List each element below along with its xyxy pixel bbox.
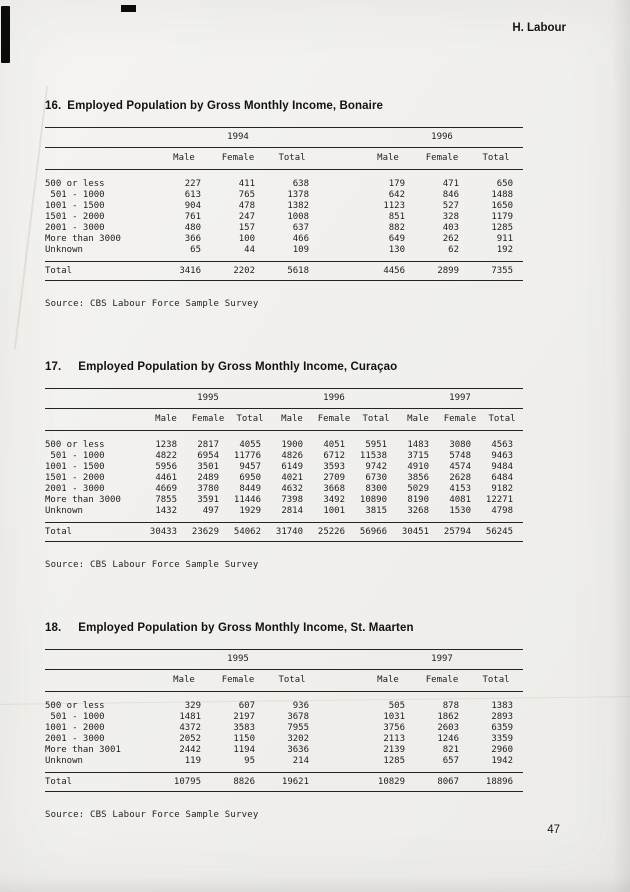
data-row	[45, 234, 523, 245]
data-row	[45, 190, 523, 201]
column-header: Total	[278, 153, 306, 163]
column-gap	[319, 223, 361, 234]
income-table	[45, 649, 523, 792]
value-cell: 4798	[491, 506, 513, 516]
value-cell: 6149	[281, 462, 303, 472]
income-table	[45, 127, 523, 281]
years-row	[45, 389, 523, 409]
value-cell: 3678	[287, 712, 309, 722]
column-header: Male	[377, 675, 399, 685]
column-header: Female	[221, 675, 255, 685]
value-cell: 1929	[239, 506, 261, 516]
value-cell: 31740	[275, 527, 303, 537]
row-label-header	[45, 389, 145, 409]
value-cell: 12271	[485, 495, 513, 505]
column-headers-row	[45, 148, 523, 170]
value-cell: 1031	[383, 712, 405, 722]
scan-edge-shadow-right	[612, 0, 630, 892]
value-cell: 882	[388, 223, 405, 233]
value-cell: 25226	[317, 527, 345, 537]
value-cell: 3416	[179, 266, 201, 276]
value-cell: 1238	[155, 440, 177, 450]
value-cell: 4153	[449, 484, 471, 494]
column-header: Male	[173, 153, 195, 163]
value-cell: 10829	[377, 777, 405, 787]
row-label: 1001 - 1500	[45, 201, 105, 211]
column-gap	[319, 756, 361, 773]
data-row	[45, 451, 523, 462]
column-header: Total	[362, 414, 390, 424]
value-cell: 4456	[383, 266, 405, 276]
income-table-section	[45, 622, 535, 820]
value-cell: 480	[184, 223, 201, 233]
row-label: Total	[45, 527, 73, 537]
value-cell: 10795	[173, 777, 201, 787]
table-title-text: Employed Population by Gross Monthly Income, Bonaire	[67, 100, 384, 112]
chapter-header: H. Labour	[512, 22, 566, 34]
value-cell: 7855	[155, 495, 177, 505]
value-cell: 2960	[491, 745, 513, 755]
value-cell: 3583	[233, 723, 255, 733]
value-cell: 9457	[239, 462, 261, 472]
row-label: 500 or less	[45, 440, 105, 450]
value-cell: 8067	[437, 777, 459, 787]
value-cell: 6712	[323, 451, 345, 461]
value-cell: 761	[184, 212, 201, 222]
value-cell: 7398	[281, 495, 303, 505]
value-cell: 5956	[155, 462, 177, 472]
value-cell: 613	[184, 190, 201, 200]
row-label: More than 3001	[45, 745, 121, 755]
row-label: Unknown	[45, 756, 83, 766]
value-cell: 30433	[149, 527, 177, 537]
value-cell: 8190	[407, 495, 429, 505]
value-cell: 4574	[449, 462, 471, 472]
table-number: 16.	[45, 100, 62, 112]
column-gap	[319, 128, 361, 148]
column-header: Total	[488, 414, 516, 424]
column-header: Female	[221, 153, 255, 163]
value-cell: 607	[238, 701, 255, 711]
value-cell: 765	[238, 190, 255, 200]
column-headers-row	[45, 409, 523, 431]
row-label: More than 3000	[45, 234, 121, 244]
data-row	[45, 484, 523, 495]
value-cell: 8300	[365, 484, 387, 494]
column-header: Total	[482, 675, 510, 685]
value-cell: 1150	[233, 734, 255, 744]
value-cell: 4563	[491, 440, 513, 450]
value-cell: 1378	[287, 190, 309, 200]
value-cell: 130	[388, 245, 405, 255]
value-cell: 56245	[485, 527, 513, 537]
column-header: Total	[278, 675, 306, 685]
row-label-header	[45, 409, 145, 431]
row-label: 1001 - 2000	[45, 723, 105, 733]
row-label: Total	[45, 777, 73, 787]
column-headers-row	[45, 670, 523, 692]
value-cell: 4822	[155, 451, 177, 461]
value-cell: 911	[496, 234, 513, 244]
row-label: 500 or less	[45, 179, 105, 189]
value-cell: 5029	[407, 484, 429, 494]
total-row	[45, 262, 523, 281]
value-cell: 2442	[179, 745, 201, 755]
value-cell: 7355	[491, 266, 513, 276]
table-source: Source: CBS Labour Force Sample Survey	[45, 299, 259, 309]
column-gap	[319, 650, 361, 670]
value-cell: 3815	[365, 506, 387, 516]
column-header: Female	[317, 414, 351, 424]
data-row	[45, 170, 523, 190]
column-gap	[319, 745, 361, 756]
row-label: Total	[45, 266, 73, 276]
year-header: 1997	[449, 393, 471, 403]
paper-crease-artifact	[14, 86, 48, 349]
value-cell: 2899	[437, 266, 459, 276]
value-cell: 1942	[491, 756, 513, 766]
value-cell: 2817	[197, 440, 219, 450]
value-cell: 846	[442, 190, 459, 200]
value-cell: 2052	[179, 734, 201, 744]
value-cell: 2814	[281, 506, 303, 516]
scan-artifact-top-mark	[121, 5, 136, 12]
value-cell: 936	[292, 701, 309, 711]
value-cell: 1530	[449, 506, 471, 516]
value-cell: 3492	[323, 495, 345, 505]
column-header: Male	[173, 675, 195, 685]
value-cell: 403	[442, 223, 459, 233]
value-cell: 9182	[491, 484, 513, 494]
value-cell: 4055	[239, 440, 261, 450]
column-header: Female	[425, 675, 459, 685]
column-gap	[319, 262, 361, 281]
value-cell: 4461	[155, 473, 177, 483]
column-gap	[319, 670, 361, 692]
value-cell: 527	[442, 201, 459, 211]
row-label: 2001 - 3000	[45, 223, 105, 233]
row-label: 2001 - 3000	[45, 484, 105, 494]
row-label: 501 - 1000	[45, 190, 105, 200]
value-cell: 1285	[383, 756, 405, 766]
column-gap	[319, 148, 361, 170]
value-cell: 119	[184, 756, 201, 766]
value-cell: 9484	[491, 462, 513, 472]
value-cell: 6950	[239, 473, 261, 483]
row-label: Unknown	[45, 245, 83, 255]
value-cell: 4669	[155, 484, 177, 494]
value-cell: 821	[442, 745, 459, 755]
row-label: Unknown	[45, 506, 83, 516]
column-header: Total	[236, 414, 264, 424]
table-title-text: Employed Population by Gross Monthly Income, Curaçao	[78, 361, 398, 373]
row-label: 501 - 1000	[45, 451, 105, 461]
value-cell: 1862	[437, 712, 459, 722]
value-cell: 11446	[233, 495, 261, 505]
data-row	[45, 473, 523, 484]
value-cell: 3501	[197, 462, 219, 472]
value-cell: 3780	[197, 484, 219, 494]
column-gap	[319, 201, 361, 212]
value-cell: 192	[496, 245, 513, 255]
income-table	[45, 388, 523, 542]
value-cell: 44	[244, 245, 255, 255]
value-cell: 505	[388, 701, 405, 711]
value-cell: 2489	[197, 473, 219, 483]
year-header: 1995	[197, 393, 219, 403]
value-cell: 25794	[443, 527, 471, 537]
value-cell: 466	[292, 234, 309, 244]
value-cell: 1285	[491, 223, 513, 233]
data-row	[45, 245, 523, 262]
value-cell: 878	[442, 701, 459, 711]
value-cell: 65	[190, 245, 201, 255]
value-cell: 9463	[491, 451, 513, 461]
column-gap	[319, 723, 361, 734]
value-cell: 3080	[449, 440, 471, 450]
value-cell: 471	[442, 179, 459, 189]
value-cell: 11776	[233, 451, 261, 461]
value-cell: 4081	[449, 495, 471, 505]
value-cell: 2893	[491, 712, 513, 722]
value-cell: 56966	[359, 527, 387, 537]
column-header: Female	[191, 414, 225, 424]
value-cell: 657	[442, 756, 459, 766]
year-header: 1997	[431, 654, 453, 664]
value-cell: 328	[442, 212, 459, 222]
row-label: 2001 - 3000	[45, 734, 105, 744]
value-cell: 3856	[407, 473, 429, 483]
value-cell: 3591	[197, 495, 219, 505]
table-source: Source: CBS Labour Force Sample Survey	[45, 810, 259, 820]
value-cell: 157	[238, 223, 255, 233]
value-cell: 214	[292, 756, 309, 766]
value-cell: 100	[238, 234, 255, 244]
value-cell: 62	[448, 245, 459, 255]
value-cell: 1382	[287, 201, 309, 211]
value-cell: 851	[388, 212, 405, 222]
data-row	[45, 745, 523, 756]
data-row	[45, 201, 523, 212]
value-cell: 6954	[197, 451, 219, 461]
value-cell: 642	[388, 190, 405, 200]
value-cell: 6484	[491, 473, 513, 483]
value-cell: 4826	[281, 451, 303, 461]
value-cell: 2603	[437, 723, 459, 733]
value-cell: 3202	[287, 734, 309, 744]
value-cell: 1001	[323, 506, 345, 516]
column-gap	[319, 170, 361, 190]
row-label: More than 3000	[45, 495, 121, 505]
value-cell: 5618	[287, 266, 309, 276]
year-header: 1996	[323, 393, 345, 403]
data-row	[45, 495, 523, 506]
value-cell: 3359	[491, 734, 513, 744]
income-table-section	[45, 100, 535, 309]
data-row	[45, 506, 523, 523]
row-label-header	[45, 670, 157, 692]
value-cell: 9742	[365, 462, 387, 472]
value-cell: 478	[238, 201, 255, 211]
table-number: 17.	[45, 361, 62, 373]
value-cell: 1432	[155, 506, 177, 516]
value-cell: 10890	[359, 495, 387, 505]
value-cell: 1481	[179, 712, 201, 722]
value-cell: 54062	[233, 527, 261, 537]
value-cell: 904	[184, 201, 201, 211]
value-cell: 7955	[287, 723, 309, 733]
column-gap	[319, 692, 361, 712]
data-row	[45, 212, 523, 223]
column-header: Total	[482, 153, 510, 163]
column-gap	[319, 712, 361, 723]
value-cell: 5951	[365, 440, 387, 450]
value-cell: 23629	[191, 527, 219, 537]
value-cell: 1650	[491, 201, 513, 211]
value-cell: 18896	[485, 777, 513, 787]
value-cell: 4372	[179, 723, 201, 733]
year-header: 1996	[431, 132, 453, 142]
value-cell: 497	[202, 506, 219, 516]
row-label: 1001 - 1500	[45, 462, 105, 472]
value-cell: 8826	[233, 777, 255, 787]
page-number: 47	[547, 824, 560, 836]
value-cell: 3636	[287, 745, 309, 755]
years-row	[45, 650, 523, 670]
value-cell: 19621	[281, 777, 309, 787]
column-header: Male	[155, 414, 177, 424]
value-cell: 649	[388, 234, 405, 244]
column-gap	[319, 734, 361, 745]
data-row	[45, 462, 523, 473]
value-cell: 3268	[407, 506, 429, 516]
value-cell: 247	[238, 212, 255, 222]
value-cell: 650	[496, 179, 513, 189]
row-label: 1501 - 2000	[45, 473, 105, 483]
scan-artifact-left-bar	[1, 6, 10, 63]
value-cell: 1488	[491, 190, 513, 200]
column-gap	[319, 234, 361, 245]
table-source: Source: CBS Labour Force Sample Survey	[45, 560, 259, 570]
value-cell: 329	[184, 701, 201, 711]
column-header: Female	[425, 153, 459, 163]
row-label-header	[45, 650, 157, 670]
table-number: 18.	[45, 622, 62, 634]
value-cell: 1179	[491, 212, 513, 222]
value-cell: 3668	[323, 484, 345, 494]
value-cell: 1483	[407, 440, 429, 450]
row-label: 500 or less	[45, 701, 105, 711]
column-header: Male	[377, 153, 399, 163]
value-cell: 1123	[383, 201, 405, 211]
value-cell: 11538	[359, 451, 387, 461]
value-cell: 2197	[233, 712, 255, 722]
data-row	[45, 692, 523, 712]
column-header: Female	[443, 414, 477, 424]
table-title	[45, 622, 535, 634]
value-cell: 4910	[407, 462, 429, 472]
value-cell: 4021	[281, 473, 303, 483]
value-cell: 30451	[401, 527, 429, 537]
value-cell: 6730	[365, 473, 387, 483]
total-row	[45, 773, 523, 792]
data-row	[45, 734, 523, 745]
value-cell: 179	[388, 179, 405, 189]
value-cell: 227	[184, 179, 201, 189]
value-cell: 366	[184, 234, 201, 244]
value-cell: 3756	[383, 723, 405, 733]
table-title	[45, 100, 535, 112]
column-header: Male	[407, 414, 429, 424]
income-table-section	[45, 361, 535, 570]
tables-container	[45, 100, 535, 820]
data-row	[45, 712, 523, 723]
total-row	[45, 523, 523, 542]
year-header: 1994	[227, 132, 249, 142]
data-row	[45, 223, 523, 234]
value-cell: 3593	[323, 462, 345, 472]
column-header: Male	[281, 414, 303, 424]
value-cell: 1008	[287, 212, 309, 222]
value-cell: 95	[244, 756, 255, 766]
data-row	[45, 431, 523, 451]
value-cell: 1900	[281, 440, 303, 450]
row-label: 1501 - 2000	[45, 212, 105, 222]
years-row	[45, 128, 523, 148]
value-cell: 638	[292, 179, 309, 189]
value-cell: 2113	[383, 734, 405, 744]
value-cell: 109	[292, 245, 309, 255]
value-cell: 4632	[281, 484, 303, 494]
year-header: 1995	[227, 654, 249, 664]
row-label: 501 - 1000	[45, 712, 105, 722]
value-cell: 2202	[233, 266, 255, 276]
value-cell: 2628	[449, 473, 471, 483]
value-cell: 2709	[323, 473, 345, 483]
scan-edge-shadow-bottom	[0, 876, 630, 892]
data-row	[45, 723, 523, 734]
column-gap	[319, 212, 361, 223]
value-cell: 3715	[407, 451, 429, 461]
row-label-header	[45, 128, 157, 148]
table-title	[45, 361, 535, 373]
value-cell: 1246	[437, 734, 459, 744]
value-cell: 262	[442, 234, 459, 244]
value-cell: 1194	[233, 745, 255, 755]
value-cell: 4051	[323, 440, 345, 450]
value-cell: 2139	[383, 745, 405, 755]
row-label-header	[45, 148, 157, 170]
value-cell: 637	[292, 223, 309, 233]
data-row	[45, 756, 523, 773]
table-title-text: Employed Population by Gross Monthly Income, St. Maarten	[78, 622, 414, 634]
value-cell: 5748	[449, 451, 471, 461]
value-cell: 6359	[491, 723, 513, 733]
column-gap	[319, 773, 361, 792]
value-cell: 411	[238, 179, 255, 189]
value-cell: 1383	[491, 701, 513, 711]
column-gap	[319, 245, 361, 262]
value-cell: 8449	[239, 484, 261, 494]
column-gap	[319, 190, 361, 201]
